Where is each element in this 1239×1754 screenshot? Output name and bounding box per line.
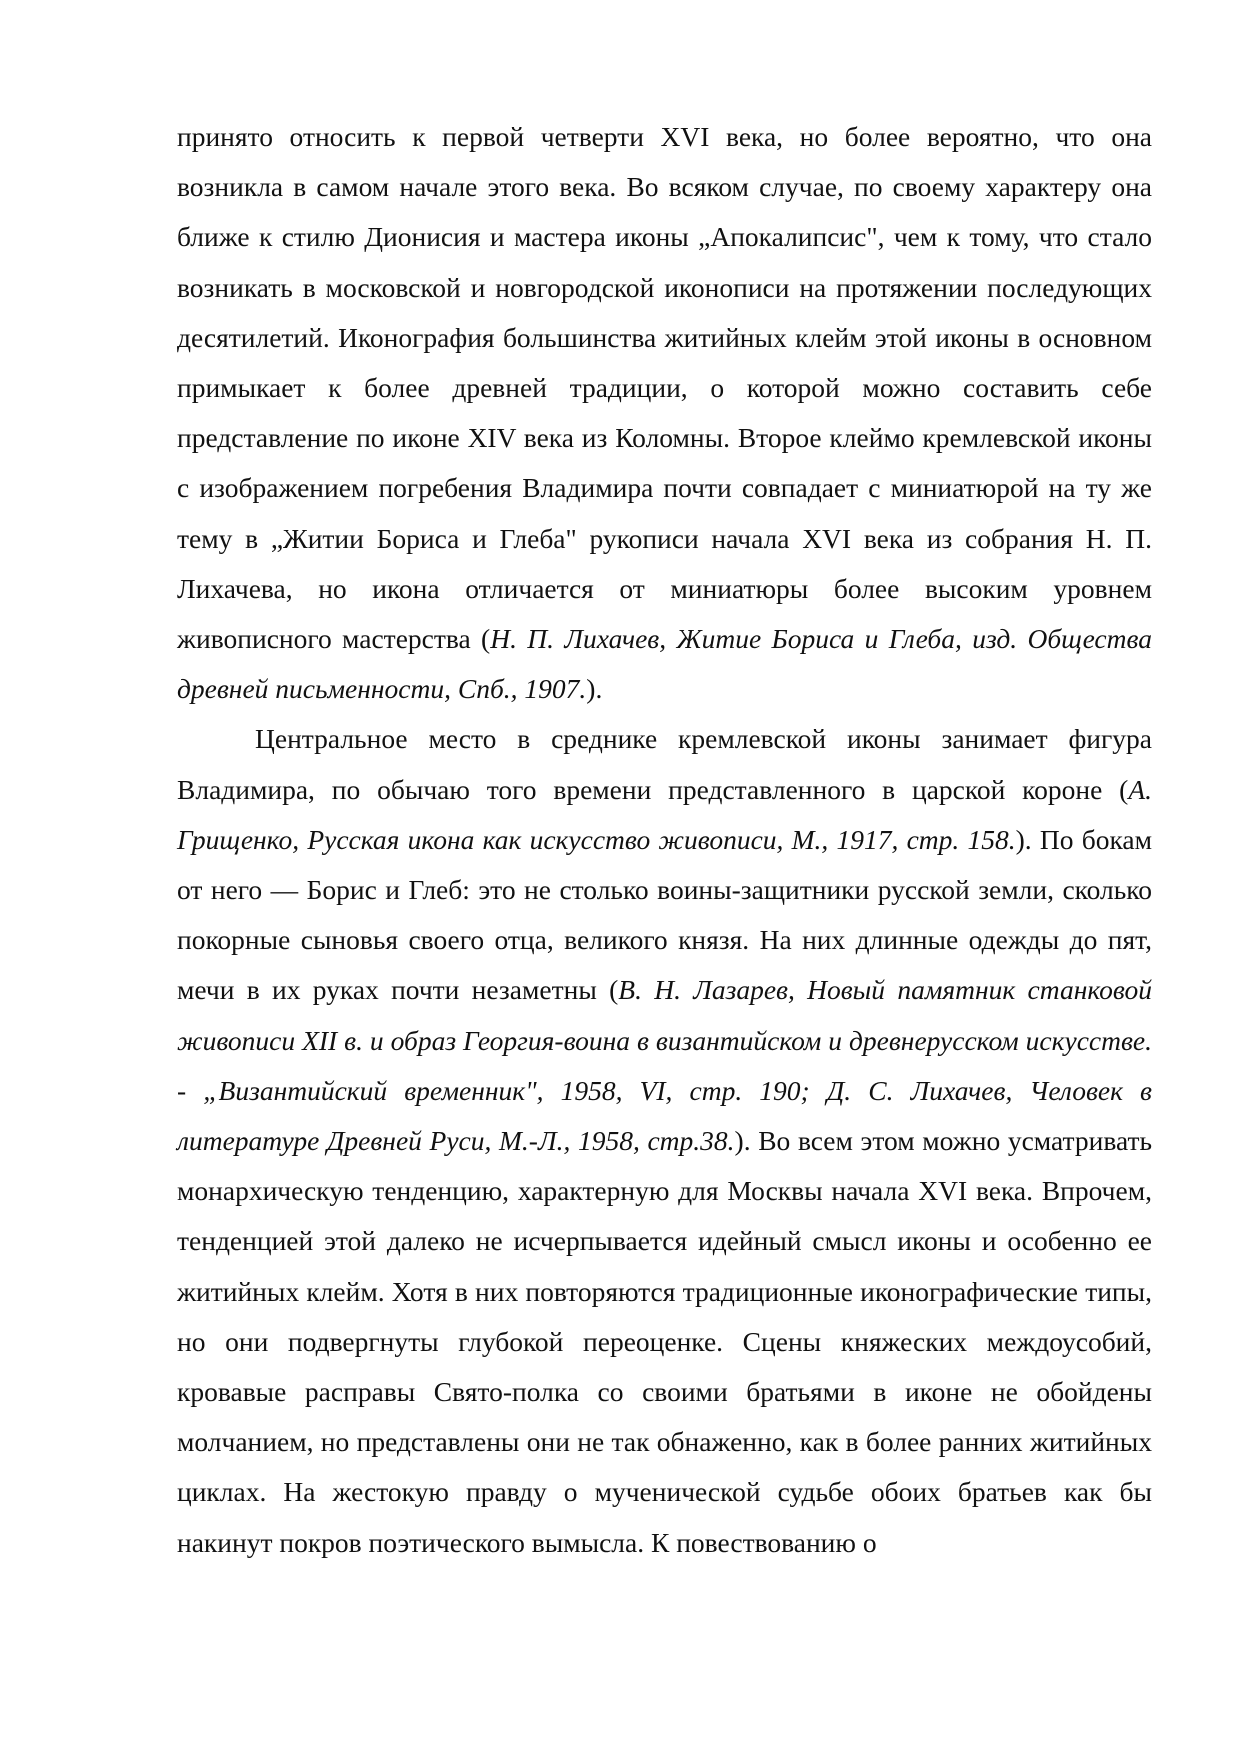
- text-run: ). Во всем этом можно усматривать монархическую тенденцию, характерную для Москвы начала XVI века. Впрочем, тенденцией этой далеко не исчерпывается идейный смысл иконы и особенно ее житийных клейм. Хотя в них повторяются традиционные иконографические типы, но они подвергнуты глубокой переоценке. Сцены княжеских междоусобий, кровавые расправы Свято-полка со своими братьями в иконе не обойдены молчанием, но представлены они не так обнаженно, как в более ранних житийных циклах. На жестокую правду о мученической судьбе обоих братьев как бы накинут покров поэтического вымысла. К повествованию о: [177, 1125, 1153, 1558]
- text-run: принято относить к первой четверти XVI века, но более вероятно, что она возникла в самом начале этого века. Во всяком случае, по своему характеру она ближе к стилю Дионисия и мастера иконы „Апокалипсис", чем к тому, что стало возникать в московской и новгородской иконописи на протяжении последующих десятилетий. Иконография большинства житийных клейм этой иконы в основном примыкает к более древней традиции, о которой можно составить себе представление по иконе XIV века из Коломны. Второе клеймо кремлевской иконы с изображением погребения Владимира почти совпадает с миниатюрой на ту же тему в „Житии Бориса и Глеба" рукописи начала XVI века из собрания Н. П. Лихачева, но икона отличается от миниатюры более высоким уровнем живописного мастерства (: [177, 121, 1152, 655]
- document-page: [177, 112, 1152, 1568]
- citation-lihachev-1907: Н. П. Лихачев, Житие Бориса и Глеба, изд. Общества древней письменности, Спб., 1907.: [177, 623, 1152, 705]
- paragraph-2: [177, 714, 1152, 1567]
- text-run: ).: [586, 673, 603, 705]
- text-run: Центральное место в среднике кремлевской иконы занимает фигура Владимира, по обычаю того времени представленного в царской короне (: [177, 723, 1152, 805]
- citation-lazarev-lihachev-1958: В. Н. Лазарев, Новый памятник станковой живописи XII в. и образ Георгия-воина в византийском и древнерусском искусстве. - „Византийский временник", 1958, VI, стр. 190; Д. С. Лихачев, Человек в литературе Древней Руси, М.-Л., 1958, стр.38.: [177, 974, 1152, 1157]
- paragraph-1: [177, 112, 1152, 714]
- text-run: ). По бокам от него — Борис и Глеб: это не столько воины-защитники русской земли, сколько покорные сыновья своего отца, великого князя. На них длинные одежды до пят, мечи в их руках почти незаметны (: [177, 823, 1153, 1006]
- citation-grishchenko-1917: А. Грищенко, Русская икона как искусство живописи, М., 1917, стр. 158.: [177, 773, 1152, 855]
